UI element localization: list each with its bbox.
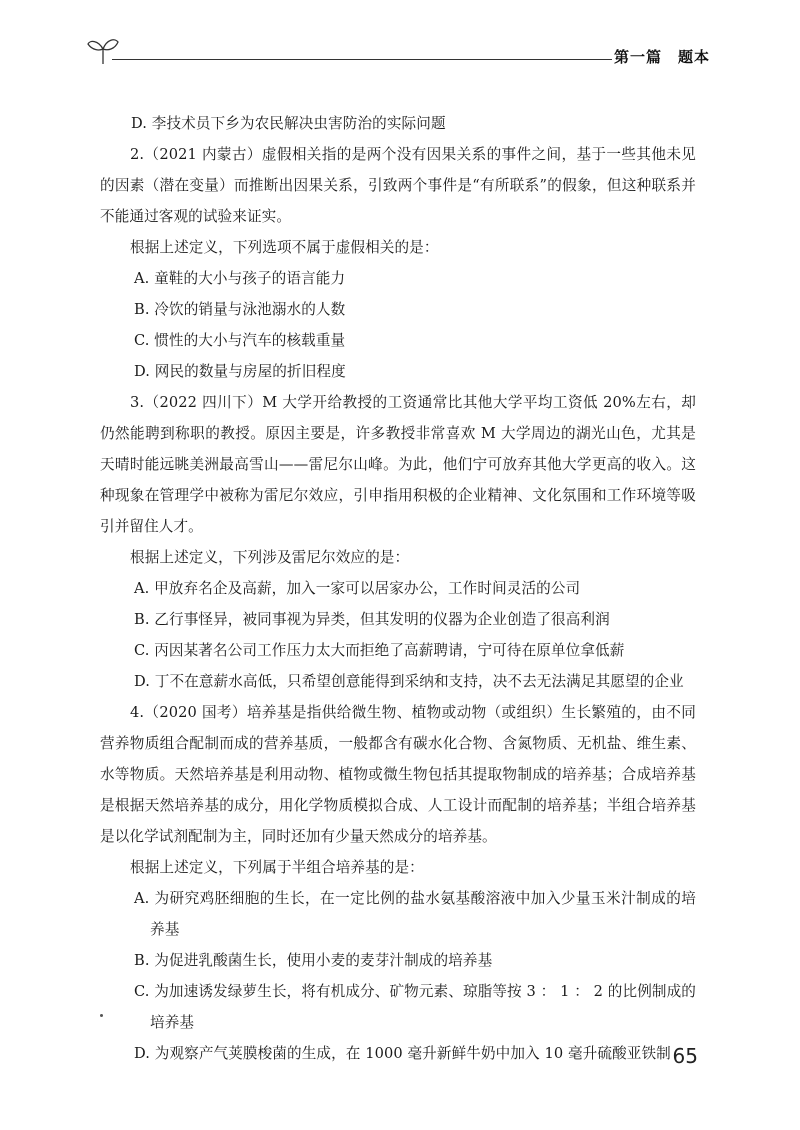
header-divider <box>112 59 612 60</box>
page-number: 65 <box>672 1044 698 1068</box>
question-3 <box>100 387 696 697</box>
option-c: C. 丙因某著名公司工作压力太大而拒绝了高薪聘请，宁可待在原单位拿低薪 <box>134 642 625 659</box>
option-a: A. 为研究鸡胚细胞的生长，在一定比例的盐水氨基酸溶液中加入少量玉米汁制成的培养基 <box>134 890 696 938</box>
option-c: C. 为加速诱发绿萝生长，将有机成分、矿物元素、琼脂等按 3 ： 1 ： 2 的比例制成的培养基 <box>134 983 696 1031</box>
running-header <box>86 32 710 72</box>
question-4 <box>100 697 696 1069</box>
option-d: D. 为观察产气荚膜梭菌的生成，在 1000 毫升新鲜牛奶中加入 10 毫升硫酸亚铁制 <box>134 1045 671 1062</box>
option-b: B. 冷饮的销量与泳池溺水的人数 <box>134 301 346 318</box>
option-b: B. 为促进乳酸菌生长，使用小麦的麦芽汁制成的培养基 <box>134 952 493 969</box>
question-prompt: 根据上述定义，下列属于半组合培养基的是： <box>130 859 424 876</box>
question-2 <box>100 139 696 387</box>
question-stem: 3.（2022 四川下）M 大学开给教授的工资通常比其他大学平均工资低 20%左右，却仍然能聘到称职的教授。原因主要是，许多教授非常喜欢 M 大学周边的湖光山色，尤其是天晴时能远眺美洲最高雪山——雷尼尔山峰。为此，他们宁可放弃其他大学更高的收入。这种现象在管理学中被称为雷尼尔效应，引申指用积极的企业精神、文化氛围和工作环境等吸引并留住人才。 <box>100 394 696 535</box>
continued-option-d: D. 李技术员下乡为农民解决虫害防治的实际问题 <box>131 115 446 132</box>
question-stem: 4.（2020 国考）培养基是指供给微生物、植物或动物（或组织）生长繁殖的，由不同营养物质组合配制而成的营养基质，一般都含有碳水化合物、含氮物质、无机盐、维生素、水等物质。天然培养基是利用动物、植物或微生物包括其提取物制成的培养基；合成培养基是根据天然培养基的成分，用化学物质模拟合成、人工设计而配制的培养基；半组合培养基是以化学试剂配制为主，同时还加有少量天然成分的培养基。 <box>100 704 696 845</box>
option-c: C. 惯性的大小与汽车的核载重量 <box>134 332 346 349</box>
question-prompt: 根据上述定义，下列涉及雷尼尔效应的是： <box>130 549 410 566</box>
section-title: 第一篇 题本 <box>613 48 710 66</box>
sprout-icon <box>86 34 120 66</box>
option-d: D. 网民的数量与房屋的折旧程度 <box>134 363 346 380</box>
question-stem: 2.（2021 内蒙古）虚假相关指的是两个没有因果关系的事件之间，基于一些其他未见的因素（潜在变量）而推断出因果关系，引致两个事件是“有所联系”的假象，但这种联系并不能通过客观的试验来证实。 <box>100 146 696 225</box>
scan-speck <box>100 1014 103 1017</box>
question-prompt: 根据上述定义，下列选项不属于虚假相关的是： <box>130 239 439 256</box>
option-a: A. 童鞋的大小与孩子的语言能力 <box>134 270 346 287</box>
option-d: D. 丁不在意薪水高低，只希望创意能得到采纳和支持，决不去无法满足其愿望的企业 <box>134 673 684 690</box>
option-a: A. 甲放弃名企及高薪，加入一家可以居家办公，工作时间灵活的公司 <box>134 580 581 597</box>
page-body <box>100 108 696 1069</box>
option-b: B. 乙行事怪异，被同事视为异类，但其发明的仪器为企业创造了很高利润 <box>134 611 610 628</box>
